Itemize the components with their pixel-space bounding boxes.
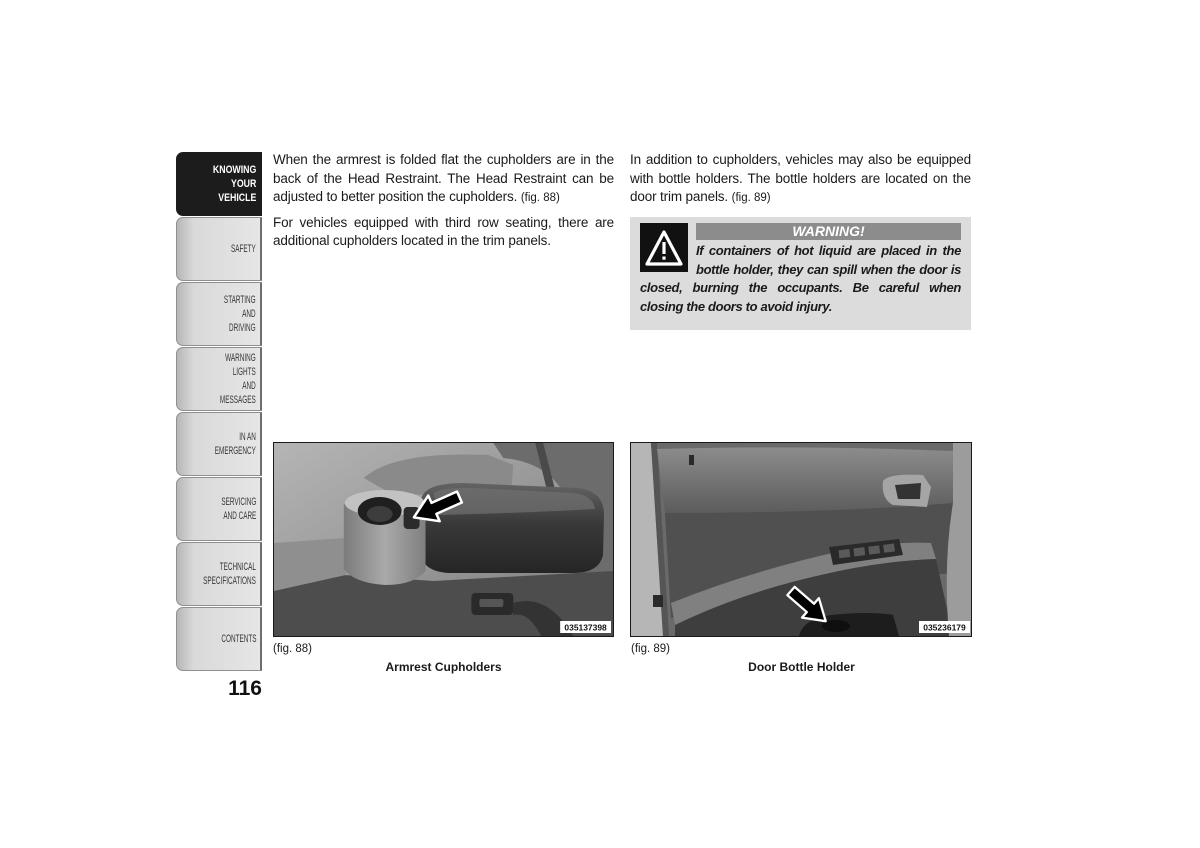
tab-label-line: SERVICING [221,496,256,508]
tab-label [221,632,256,646]
warning-box [630,217,971,330]
armrest-illustration [274,443,613,636]
paragraph-text: When the armrest is folded flat the cupholders are in the back of the Head Restraint. The Head Restraint can be adjusted to better position the cupholders. [273,152,614,204]
figure-armrest-cupholders-image [273,442,614,637]
tab-label [215,430,256,458]
tab-label [221,495,256,523]
window-switch [883,544,895,553]
section-tabs [176,152,262,672]
cupholder-base [367,506,393,522]
tab-safety [176,217,262,281]
warning-title: WARNING! [696,223,961,240]
tab-label-line: KNOWING [212,164,256,176]
tab-technical-specifications [176,542,262,606]
tab-starting-and-driving [176,282,262,346]
tab-in-an-emergency [176,412,262,476]
figure-label: (fig. 88) [273,643,312,655]
tab-label-line: TECHNICAL [219,561,256,573]
warning-triangle-glyph [644,229,684,267]
tab-label [224,293,256,335]
door-illustration [631,443,971,636]
warning-triangle-icon [640,223,688,272]
tab-knowing-your-vehicle [176,152,262,216]
figure-caption: Armrest Cupholders [385,660,502,674]
tab-label-line: AND [242,308,256,320]
exclamation-bar [662,242,665,254]
image-code: 035236179 [923,622,966,633]
tab-label-line: WARNING [225,352,256,364]
tab-label-line: EMERGENCY [214,445,256,457]
figure-label: (fig. 89) [631,643,670,655]
tab-label-line: STARTING [224,294,256,306]
paragraph [630,151,971,208]
paragraph-text: For vehicles equipped with third row seating, there are additional cupholders located in the trim panels. [273,214,614,248]
tab-servicing-and-care [176,477,262,541]
warning-text: If containers of hot liquid are placed in the bottle holder, they can spill when the door is closed, burning the occupants. Be careful when closing the doors to avoid injury. [640,243,961,314]
tab-warning-lights-and-messages [176,347,262,411]
tab-label-line: VEHICLE [217,192,256,204]
left-text-column [273,151,614,257]
paragraph [273,214,614,251]
tab-label-line: CONTENTS [220,633,256,645]
tab-label-line: MESSAGES [220,394,256,406]
window-switch [838,549,850,558]
right-text-column [630,151,971,330]
tab-label [220,351,256,407]
window-switch [868,545,880,554]
figure-caption: Door Bottle Holder [748,660,855,674]
tab-label-line: YOUR [230,178,256,190]
tab-label-line: AND CARE [223,510,256,522]
side-switch [653,595,663,607]
paragraph-text: In addition to cupholders, vehicles may also be equipped with bottle holders. The bottle holders are located on the door trim panels. [630,152,971,204]
tab-label-line: LIGHTS [232,366,256,378]
image-code: 035137398 [564,622,607,633]
tab-label [203,560,256,588]
tab-label-line: AND [242,380,256,392]
tab-label [212,163,256,205]
lock-knob [689,455,694,465]
tab-contents [176,607,262,671]
tab-label-line: SAFETY [231,243,256,255]
tab-label-line: SPECIFICATIONS [203,575,256,587]
page-number: 116 [228,677,262,700]
tab-label [231,242,256,256]
door-handle [895,483,921,499]
paragraph [273,151,614,208]
tab-label-line: DRIVING [229,322,256,334]
tab-label-line: IN AN [239,431,256,443]
figure-door-bottle-holder-image [630,442,972,637]
exclamation-dot [662,256,665,259]
figure-reference: (fig. 89) [731,192,771,204]
window-switch [853,547,865,556]
buckle-button [479,599,503,607]
figure-reference: (fig. 88) [520,192,560,204]
